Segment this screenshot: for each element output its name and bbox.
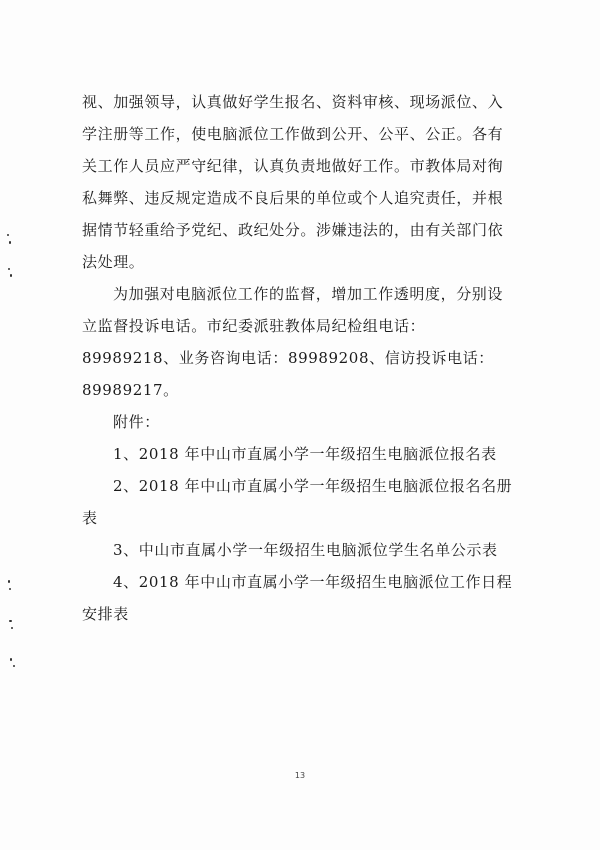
scan-mark [9,620,12,622]
attachments-heading: 附件： [113,413,160,431]
document-body [82,86,518,630]
scan-mark [11,627,13,629]
scan-mark [9,241,11,244]
scan-mark [7,234,9,236]
paragraph-supervision: 为加强对电脑派位工作的监督，增加工作透明度，分别设立监督投诉电话。市纪委派驻教体局纪检组电话：89989218、业务咨询电话：89989208、信访投诉电话：89989217。 [82,285,504,399]
page-number: 13 [294,771,306,780]
attachment-item-4: 4、2018 年中山市直属小学一年级招生电脑派位工作日程安排表 [82,573,513,623]
scan-mark [9,588,11,590]
scan-mark [10,274,12,277]
scan-mark [8,268,10,270]
attachment-item-1: 1、2018 年中山市直属小学一年级招生电脑派位报名表 [113,445,497,463]
scan-mark [13,665,15,667]
attachment-item-2: 2、2018 年中山市直属小学一年级招生电脑派位报名名册表 [82,477,513,527]
attachment-item-3: 3、中山市直属小学一年级招生电脑派位学生名单公示表 [113,541,498,559]
paragraph-discipline: 视、加强领导，认真做好学生报名、资料审核、现场派位、入学注册等工作，使电脑派位工作做到公开、公平、公正。各有关工作人员应严守纪律，认真负责地做好工作。市教体局对徇私舞弊、违反规定造成不良后果的单位或个人追究责任，并根据情节轻重给予党纪、政纪处分。涉嫌违法的，由有关部门依法处理。 [82,93,504,271]
scan-mark [8,580,10,583]
scan-mark [10,658,12,661]
